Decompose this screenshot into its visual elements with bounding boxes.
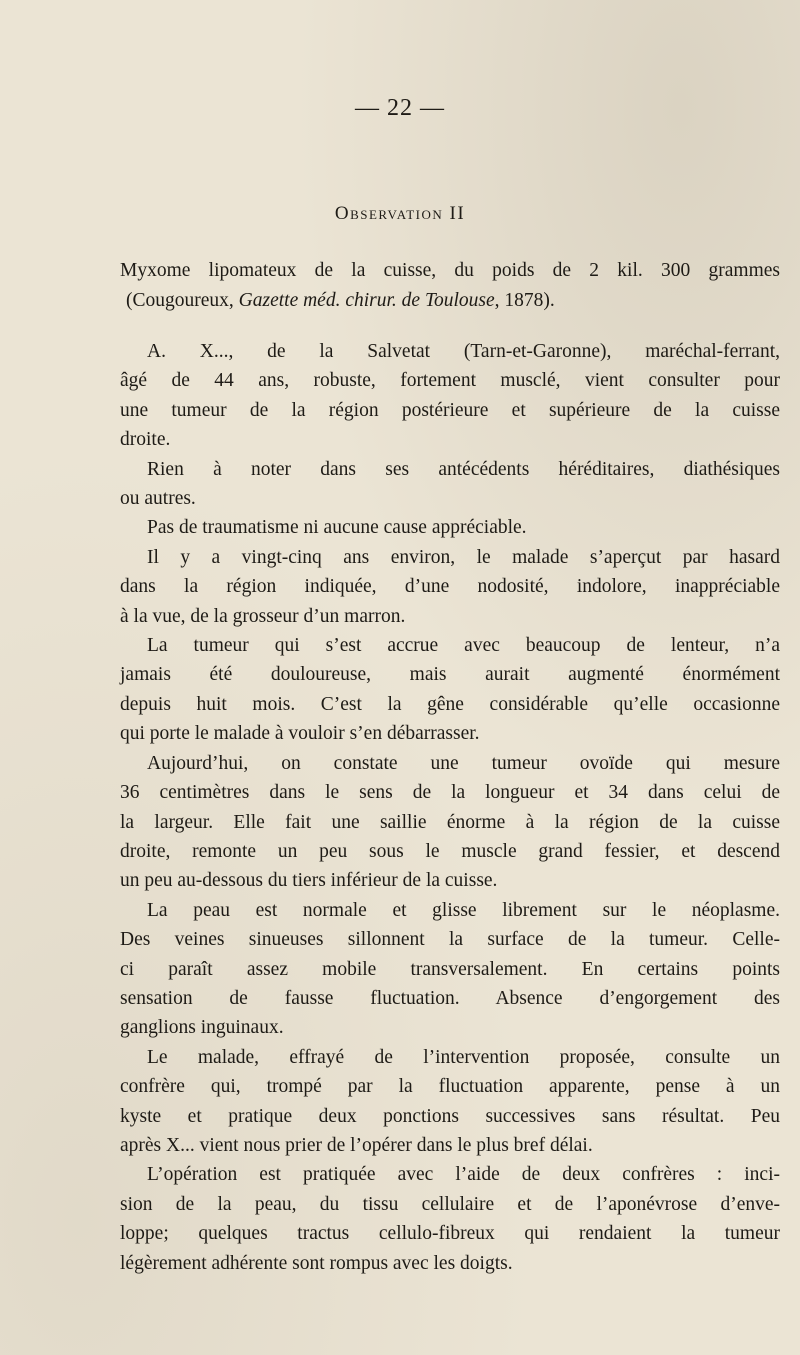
- text-line: une tumeur de la région postérieure et supérieure de la cuisse: [120, 399, 780, 421]
- text-line: Il y a vingt-cinq ans environ, le malade s’aperçut par hasard: [147, 546, 780, 568]
- paragraph: [120, 455, 780, 514]
- text-line: droite, remonte un peu sous le muscle grand fessier, et descend: [120, 840, 780, 862]
- subtitle-citation-year: , 1878).: [494, 290, 555, 311]
- subtitle-citation-author: (Cougoureux,: [126, 290, 239, 311]
- text-line: depuis huit mois. C’est la gêne considérable qu’elle occasionne: [120, 693, 780, 715]
- text-line: sensation de fausse fluctuation. Absence d’engorgement des: [120, 987, 780, 1009]
- text-line: sion de la peau, du tissu cellulaire et de l’aponévrose d’enve-: [120, 1193, 780, 1215]
- text-line: Pas de traumatisme ni aucune cause appréciable.: [147, 517, 527, 539]
- observation-heading: Observation II: [334, 203, 466, 224]
- text-line: jamais été douloureuse, mais aurait augmenté énormément: [120, 664, 780, 686]
- subtitle-citation-journal: Gazette méd. chirur. de Toulouse: [238, 290, 495, 311]
- paragraph: [120, 749, 780, 896]
- paragraph: [120, 513, 780, 542]
- text-line: kyste et pratique deux ponctions successives sans résultat. Peu: [120, 1105, 780, 1127]
- paragraph: [120, 337, 780, 455]
- text-line: Aujourd’hui, on constate une tumeur ovoïde qui mesure: [147, 752, 780, 774]
- text-line: qui porte le malade à vouloir s’en débarrasser.: [120, 723, 480, 745]
- text-line: la largeur. Elle fait une saillie énorme à la région de la cuisse: [120, 811, 780, 833]
- text-line: Le malade, effrayé de l’intervention proposée, consulte un: [147, 1046, 780, 1068]
- paragraph: [120, 1043, 780, 1161]
- text-line: La tumeur qui s’est accrue avec beaucoup de lenteur, n’a: [147, 635, 780, 657]
- subtitle-line-1: Myxome lipomateux de la cuisse, du poids de 2 kil. 300 grammes: [120, 260, 780, 281]
- paragraph: [120, 631, 780, 749]
- text-line: après X... vient nous prier de l’opérer dans le plus bref délai.: [120, 1134, 593, 1156]
- text-line: confrère qui, trompé par la fluctuation apparente, pense à un: [120, 1076, 780, 1098]
- text-line: ou autres.: [120, 488, 196, 510]
- observation-subtitle: [120, 256, 780, 316]
- page-number: — 22 —: [355, 95, 445, 121]
- text-line: légèrement adhérente sont rompus avec les doigts.: [120, 1252, 513, 1274]
- text-line: droite.: [120, 429, 171, 451]
- text-line: âgé de 44 ans, robuste, fortement musclé, vient consulter pour: [120, 370, 780, 392]
- text-line: 36 centimètres dans le sens de la longueur et 34 dans celui de: [120, 782, 780, 804]
- text-line: dans la région indiquée, d’une nodosité, indolore, inappréciable: [120, 576, 780, 598]
- body-text: [120, 337, 780, 1278]
- paragraph: [120, 1160, 780, 1278]
- subtitle-line-2: [120, 286, 780, 316]
- paragraph: [120, 896, 780, 1043]
- text-line: La peau est normale et glisse librement sur le néoplasme.: [147, 899, 780, 921]
- text-line: Rien à noter dans ses antécédents héréditaires, diathésiques: [147, 458, 780, 480]
- text-line: L’opération est pratiquée avec l’aide de deux confrères : inci-: [147, 1164, 780, 1186]
- text-line: à la vue, de la grosseur d’un marron.: [120, 605, 406, 627]
- text-line: ci paraît assez mobile transversalement. En certains points: [120, 958, 780, 980]
- text-line: ganglions inguinaux.: [120, 1017, 284, 1039]
- text-line: Des veines sinueuses sillonnent la surface de la tumeur. Celle-: [120, 929, 780, 951]
- text-line: A. X..., de la Salvetat (Tarn-et-Garonne), maréchal-ferrant,: [147, 341, 780, 362]
- text-line: loppe; quelques tractus cellulo-fibreux qui rendaient la tumeur: [120, 1223, 780, 1245]
- text-line: un peu au-dessous du tiers inférieur de la cuisse.: [120, 870, 498, 892]
- paragraph: [120, 543, 780, 631]
